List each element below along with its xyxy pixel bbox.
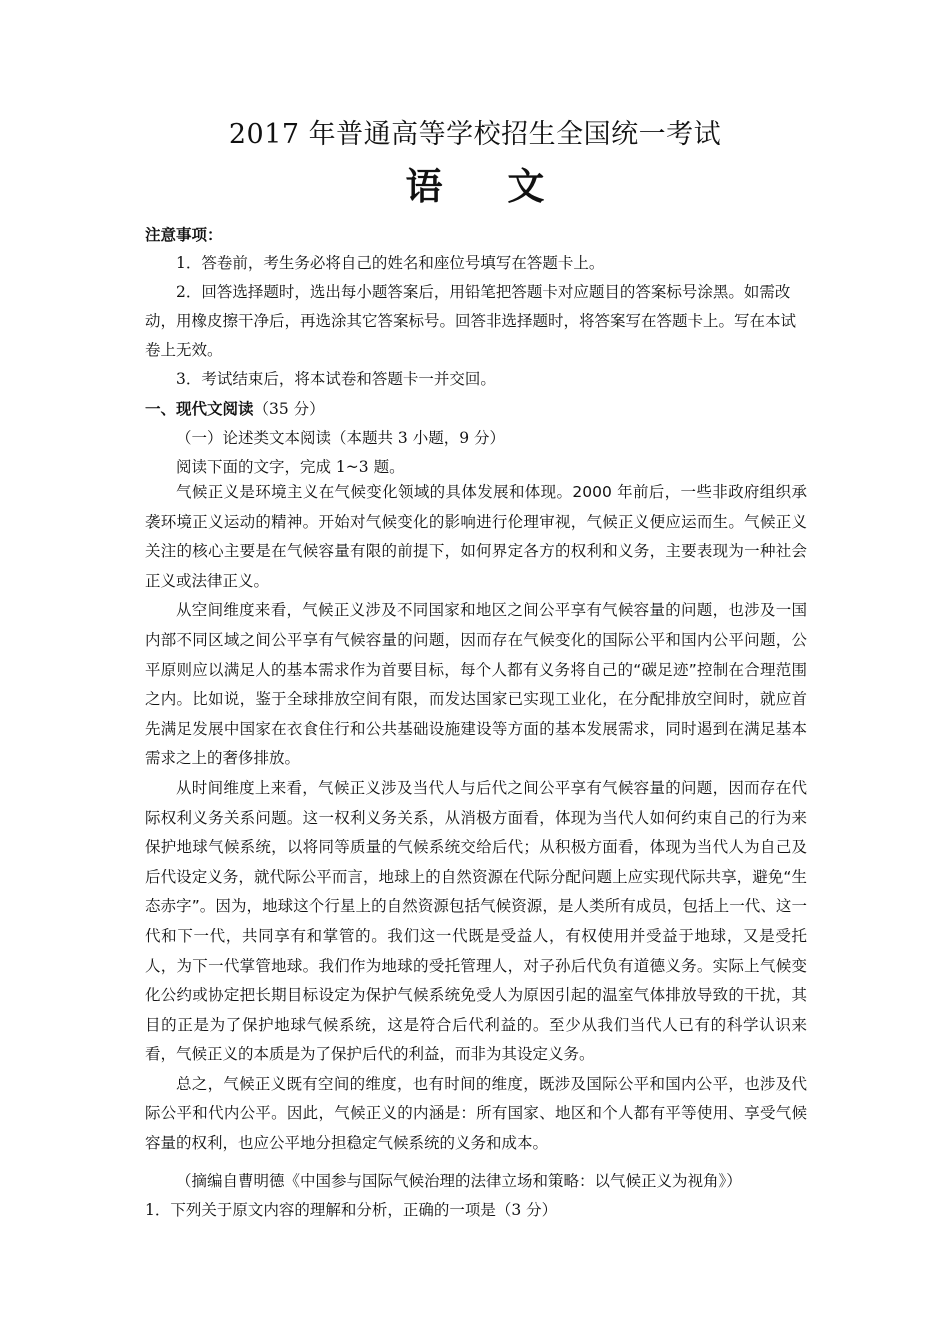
note-item-3: 3．考试结束后，将本试卷和答题卡一并交回。 (176, 370, 496, 388)
section-heading: 一、现代文阅读 (145, 399, 254, 418)
article-tail (145, 1167, 807, 1225)
reading-instruction: 阅读下面的文字，完成 1~3 题。 (176, 458, 405, 476)
article-source: （摘编自曹明德《中国参与国际气候治理的法律立场和策略：以气候正义为视角》） (176, 1172, 742, 1190)
question-1-stem: 1．下列关于原文内容的理解和分析，正确的一项是（3 分） (145, 1201, 558, 1219)
article-paragraph-1: 气候正义是环境主义在气候变化领域的具体发展和体现。2000 年前后，一些非政府组织承袭环境正义运动的精神。开始对气候变化的影响进行伦理审视，气候正义便应运而生。气候正义关注的核心主要是在气候容量有限的前提下，如何界定各方的权利和义务，主要表现为一种社会正义或法律正义。 (145, 483, 807, 590)
subject-title: 语 文 (405, 164, 571, 208)
section-heading-line (145, 394, 807, 424)
note-item-2: 2．回答选择题时，选出每小题答案后，用铅笔把答题卡对应题目的答案标号涂黑。如需改动，用橡皮擦干净后，再选涂其它答案标号。回答非选择题时，将答案写在答题卡上。写在本试卷上无效。 (145, 283, 797, 359)
sub-section-heading: （一）论述类文本阅读（本题共 3 小题，9 分） (176, 429, 506, 447)
section-block (145, 394, 807, 482)
article-paragraph-3: 从时间维度上来看，气候正义涉及当代人与后代之间公平享有气候容量的问题，因而存在代际权利义务关系问题。这一权利义务关系，从消极方面看，体现为当代人如何约束自己的行为来保护地球气候系统，以将同等质量的气候系统交给后代；从积极方面看，体现为当代人为自己及后代设定义务，就代际公平而言，地球上的自然资源在代际分配问题上应实现代际共享，避免“生态赤字”。因为，地球这个行星上的自然资源包括气候资源，是人类所有成员，包括上一代、这一代和下一代，共同享有和掌管的。我们这一代既是受益人，有权使用并受益于地球，又是受托人，为下一代掌管地球。我们作为地球的受托管理人，对子孙后代负有道德义务。实际上气候变化公约或协定把长期目标设定为保护气候系统免受人为原因引起的温室气体排放导致的干扰，其目的正是为了保护地球气候系统，这是符合后代利益的。至少从我们当代人已有的科学认识来看，气候正义的本质是为了保护后代的利益，而非为其设定义务。 (145, 778, 807, 1064)
notes-heading: 注意事项： (145, 225, 223, 244)
section-score: （35 分） (253, 400, 325, 418)
notes-block (145, 220, 807, 394)
article-body (145, 478, 807, 1159)
exam-title: 2017 年普通高等学校招生全国统一考试 (228, 119, 722, 150)
note-item-1: 1．答卷前，考生务必将自己的姓名和座位号填写在答题卡上。 (176, 254, 605, 272)
article-paragraph-2: 从空间维度来看，气候正义涉及不同国家和地区之间公平享有气候容量的问题，也涉及一国内部不同区域之间公平享有气候容量的问题，因而存在气候变化的国际公平和国内公平问题，公平原则应以满足人的基本需求作为首要目标，每个人都有义务将自己的“碳足迹”控制在合理范围之内。比如说，鉴于全球排放空间有限，而发达国家已实现工业化，在分配排放空间时，就应首先满足发展中国家在衣食住行和公共基础设施建设等方面的基本发展需求，同时遏到在满足基本需求之上的奢侈排放。 (145, 601, 807, 768)
article-paragraph-4: 总之，气候正义既有空间的维度，也有时间的维度，既涉及国际公平和国内公平，也涉及代际公平和代内公平。因此，气候正义的内涵是：所有国家、地区和个人都有平等使用、享受气候容量的权利，也应公平地分担稳定气候系统的义务和成本。 (145, 1074, 807, 1153)
